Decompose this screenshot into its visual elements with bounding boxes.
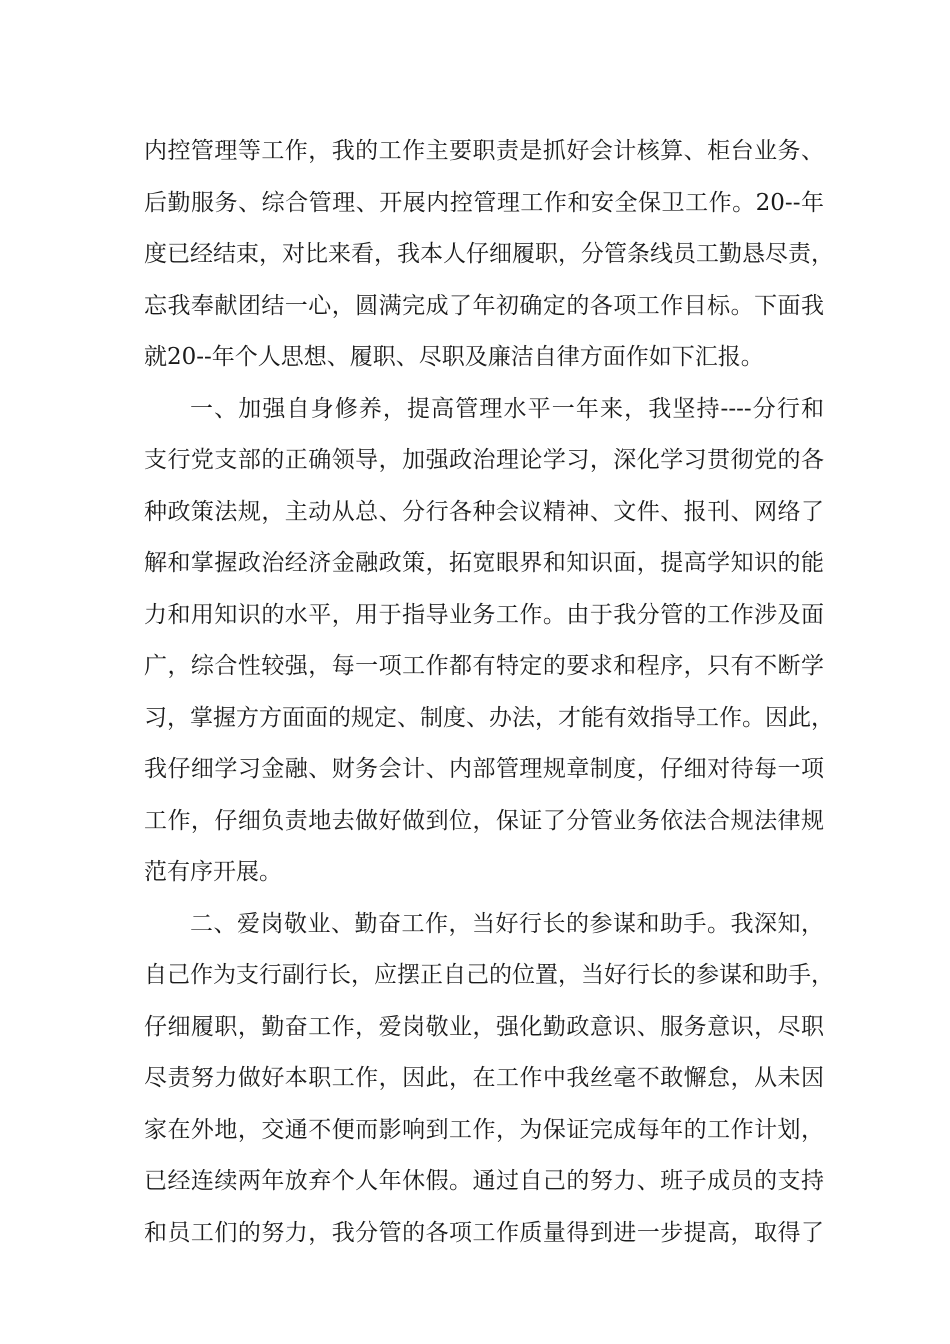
text-line: 内控管理等工作，我的工作主要职责是抓好会计核算、柜台业务、 — [144, 138, 824, 164]
text-line: 范有序开展。 — [144, 859, 282, 885]
text-line: 我仔细学习金融、财务会计、内部管理规章制度，仔细对待每一项 — [144, 756, 824, 782]
document-body — [144, 126, 834, 1259]
text-line: 和员工们的努力，我分管的各项工作质量得到进一步提高，取得了 — [144, 1219, 824, 1246]
text-line: 工作，仔细负责地去做好做到位，保证了分管业务依法合规法律规 — [144, 807, 824, 834]
paragraph-3 — [144, 899, 834, 1260]
text-line: 解和掌握政治经济金融政策，拓宽眼界和知识面，提高学知识的能 — [144, 550, 824, 576]
text-line: 就20--年个人思想、履职、尽职及廉洁自律方面作如下汇报。 — [144, 344, 764, 370]
text-line: 已经连续两年放弃个人年休假。通过自己的努力、班子成员的支持 — [144, 1168, 824, 1194]
text-line: 后勤服务、综合管理、开展内控管理工作和安全保卫工作。20--年 — [144, 189, 824, 216]
text-line: 种政策法规，主动从总、分行各种会议精神、文件、报刊、网络了 — [144, 498, 824, 525]
text-line: 度已经结束，对比来看，我本人仔细履职，分管条线员工勤恳尽责， — [144, 241, 834, 267]
text-line: 忘我奉献团结一心，圆满完成了年初确定的各项工作目标。下面我 — [144, 292, 824, 319]
text-line: 家在外地，交通不便而影响到工作，为保证完成每年的工作计划， — [144, 1116, 824, 1143]
text-line: 广，综合性较强，每一项工作都有特定的要求和程序，只有不断学 — [144, 653, 824, 679]
text-line: 自己作为支行副行长，应摆正自己的位置，当好行长的参谋和助手， — [144, 962, 834, 988]
text-line: 支行党支部的正确领导，加强政治理论学习，深化学习贯彻党的各 — [144, 447, 824, 473]
paragraph-2 — [144, 384, 834, 899]
text-line: 二、爱岗敬业、勤奋工作，当好行长的参谋和助手。我深知， — [190, 910, 824, 937]
text-line: 习，掌握方方面面的规定、制度、办法，才能有效指导工作。因此， — [144, 704, 834, 731]
paragraph-1 — [144, 126, 834, 384]
text-line: 力和用知识的水平，用于指导业务工作。由于我分管的工作涉及面 — [144, 601, 824, 628]
text-line: 尽责努力做好本职工作，因此，在工作中我丝毫不敢懈怠，从未因 — [144, 1065, 824, 1091]
text-line: 仔细履职，勤奋工作，爱岗敬业，强化勤政意识、服务意识，尽职 — [144, 1013, 824, 1040]
text-line: 一、加强自身修养，提高管理水平一年来，我坚持----分行和 — [190, 395, 824, 422]
